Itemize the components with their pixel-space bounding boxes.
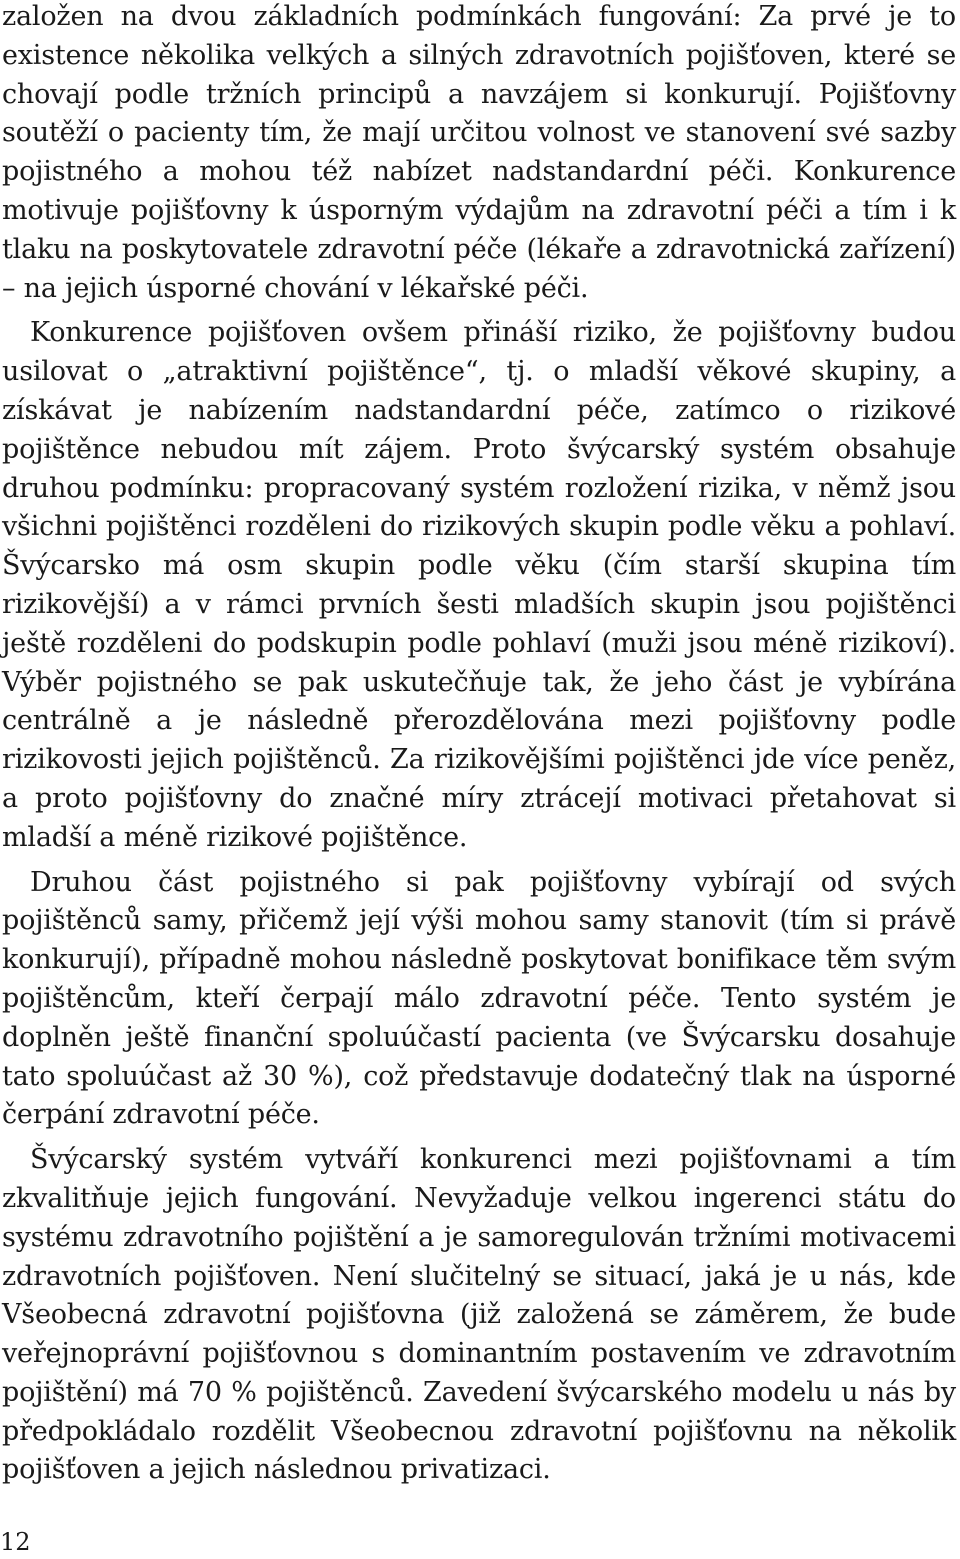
paragraph-3: Druhou část pojistného si pak pojišťovny vybírají od svých pojištěnců samy, přičemž její výši mohou samy stanovit (tím si právě konkurují), případně mohou následně poskytovat bonifikace těm svým pojištěncům, kteří čerpají málo zdravotní péče. Tento systém je doplněn ještě finanční spoluúčastí pacienta (ve Švýcarsku dosahuje tato spoluúčast až 30 %), což představuje dodatečný tlak na úsporné čerpání zdravotní péče. <box>2 866 956 1131</box>
paragraph-1: založen na dvou základních podmínkách fungování: Za prvé je to existence několika velkých a silných zdravotních pojišťoven, které se chovají podle tržních principů a navzájem si konkurují. Pojišťovny soutěží o pacienty tím, že mají určitou volnost ve stanovení své sazby pojistného a mohou též nabízet nadstandardní péči. Konkurence motivuje pojišťovny k úsporným výdajům na zdravotní péči a tím i k tlaku na poskytovatele zdravotní péče (lékaře a zdravotnická zařízení) – na jejich úsporné chování v lékařské péči. <box>2 1 956 304</box>
page-number: 12 <box>0 1528 31 1556</box>
body-text <box>2 0 956 1490</box>
paragraph-2: Konkurence pojišťoven ovšem přináší riziko, že pojišťovny budou usilovat o „atraktivní pojištěnce“, tj. o mladší věkové skupiny, a získávat je nabízením nadstandardní péče, zatímco o rizikové pojištěnce nebudou mít zájem. Proto švýcarský systém obsahuje druhou podmínku: propracovaný systém rozložení rizika, v němž jsou všichni pojištěnci rozděleni do rizikových skupin podle věku a pohlaví. Švýcarsko má osm skupin podle věku (čím starší skupina tím rizikovější) a v rámci prvních šesti mladších skupin jsou pojištěnci ještě rozděleni do podskupin podle pohlaví (muži jsou méně rizikoví). Výběr pojistného se pak uskutečňuje tak, že jeho část je vybírána centrálně a je následně přerozdělována mezi pojišťovny podle rizikovosti jejich pojištěnců. Za rizikovějšími pojištěnci jde více peněz, a proto pojišťovny do značné míry ztrácejí motivaci přetahovat si mladší a méně rizikové pojištěnce. <box>2 317 956 853</box>
paragraph-4: Švýcarský systém vytváří konkurenci mezi pojišťovnami a tím zkvalitňuje jejich fungování. Nevyžaduje velkou ingerenci státu do systému zdravotního pojištění a je samoregulován tržními motivacemi zdravotních pojišťoven. Není slučitelný se situací, jaká je u nás, kde Všeobecná zdravotní pojišťovna (již založená se záměrem, že bude veřejnoprávní pojišťovnou s dominantním postavením ve zdravotním pojištění) má 70 % pojištěnců. Zavedení švýcarského modelu u nás by předpokládalo rozdělit Všeobecnou zdravotní pojišťovnu na několik pojišťoven a jejich následnou privatizaci. <box>2 1144 956 1486</box>
